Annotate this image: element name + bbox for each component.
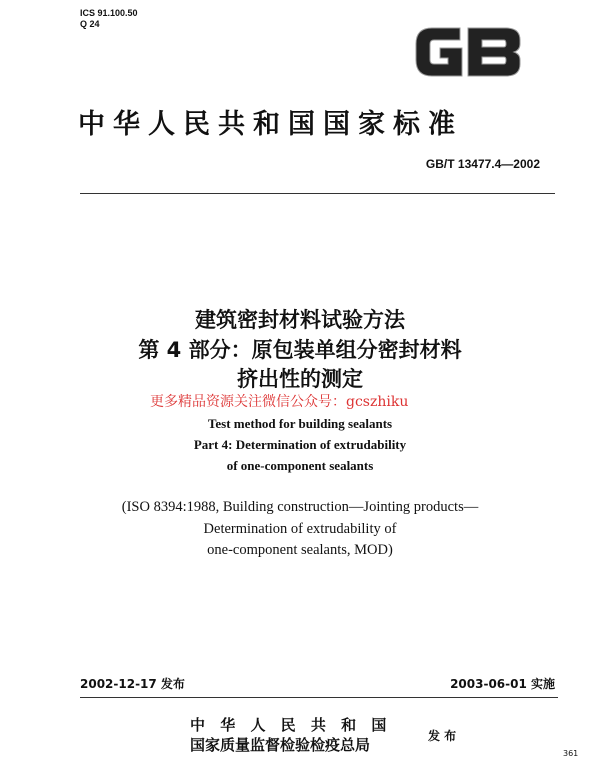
iso-reference-line: (ISO 8394:1988, Building construction—Jointing products— — [121, 499, 479, 515]
standard-number: GB/T 13477.4—2002 — [425, 157, 540, 171]
issue-label: 发 布 — [428, 729, 457, 743]
title-cn-line: 挤出性的测定 — [237, 367, 363, 391]
ccs-code: Q 24 — [80, 19, 100, 29]
implementation-date: 2003-06-01 实施 — [450, 677, 555, 691]
issuer-line-1: 中 华 人 民 共 和 国 — [190, 716, 392, 734]
watermark: 更多精品资源关注微信公众号：gcszhiku — [150, 394, 409, 410]
iso-reference-line: Determination of extrudability of — [203, 521, 397, 537]
issue-date: 2002-12-17 发布 — [80, 677, 185, 691]
page-number: 361 — [563, 749, 579, 758]
ics-code: ICS 91.100.50 — [80, 8, 138, 18]
classification-codes — [80, 8, 138, 30]
title-en-line: of one-component sealants — [226, 458, 374, 473]
divider — [80, 193, 555, 194]
title-en-line: Part 4: Determination of extrudability — [193, 437, 407, 452]
iso-reference-line: one-component sealants, MOD) — [207, 542, 393, 558]
title-cn-line: 第 4 部分：原包装单组分密封材料 — [138, 338, 462, 362]
title-en-line: Test method for building sealants — [207, 416, 393, 431]
title-cn-line: 建筑密封材料试验方法 — [195, 308, 405, 332]
divider — [80, 697, 558, 698]
gb-logo — [410, 20, 526, 82]
issuer-line-2: 国家质量监督检验检疫总局 — [190, 736, 371, 754]
national-standard-heading: 中华人民共和国国家标准 — [78, 109, 463, 140]
